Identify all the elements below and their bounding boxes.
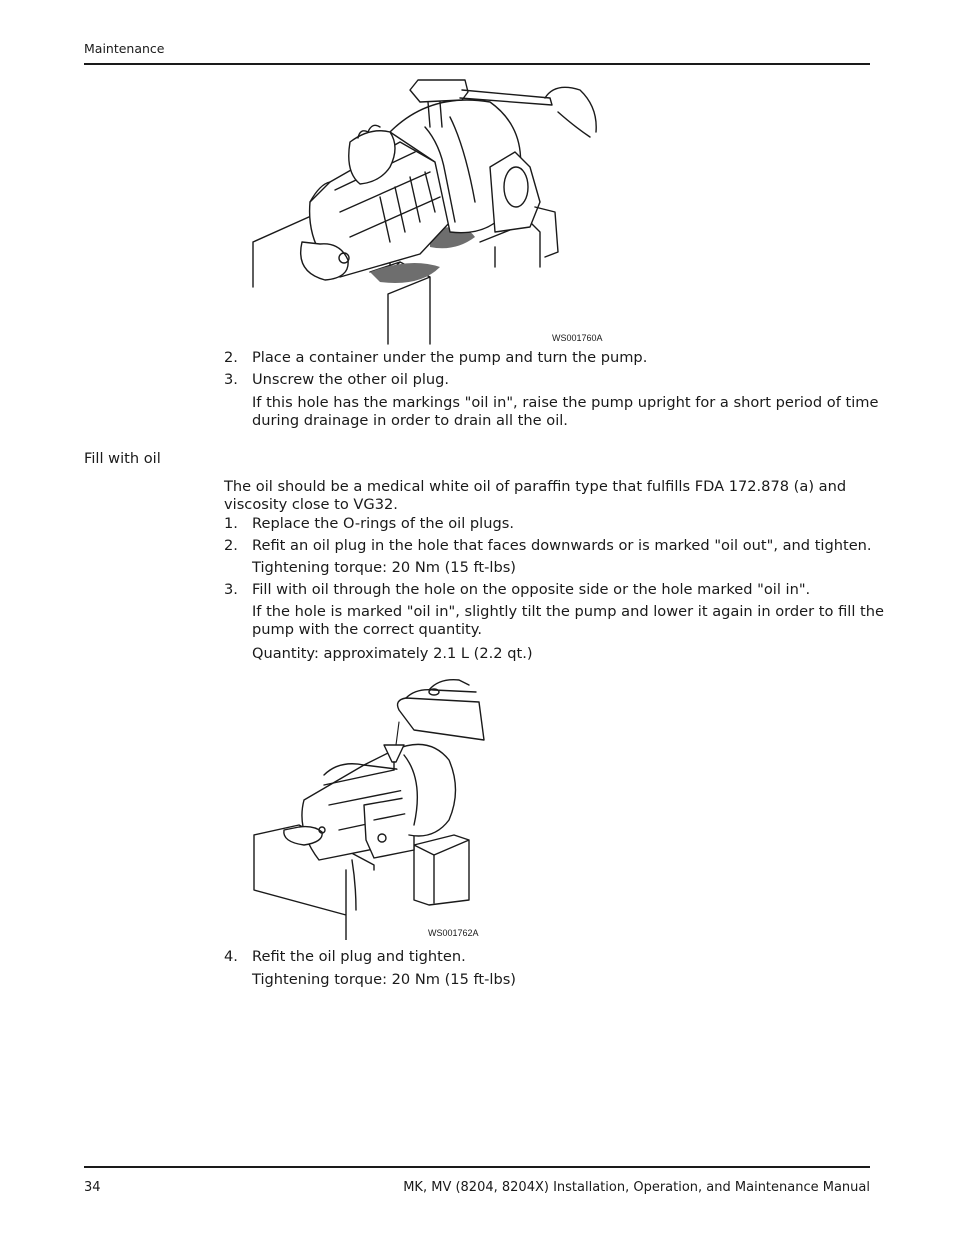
fill-note-line2: pump with the correct quantity. [252,621,482,638]
step-number: 3. [224,371,238,388]
step-number: 2. [224,349,238,366]
step-text: Place a container under the pump and turn the pump. [252,349,648,366]
step-number: 2. [224,537,238,554]
step-number: 1. [224,515,238,532]
step-number: 3. [224,581,238,598]
figure2-code: WS001762A [428,928,479,938]
step-text: Replace the O-rings of the oil plugs. [252,515,514,532]
fill-note-line1: If the hole is marked "oil in", slightly tilt the pump and lower it again in order to fill the [252,603,884,620]
header-rule [84,63,870,65]
fill-intro-line2: viscosity close to VG32. [224,496,398,513]
step-text: Refit an oil plug in the hole that faces downwards or is marked "oil out", and tighten. [252,537,872,554]
footer-rule [84,1166,870,1168]
manual-title: MK, MV (8204, 8204X) Installation, Operation, and Maintenance Manual [403,1180,870,1195]
step-number: 4. [224,948,238,965]
drain-note-line2: during drainage in order to drain all the oil. [252,412,568,429]
step4-torque-note: Tightening torque: 20 Nm (15 ft-lbs) [252,971,516,988]
figure1-code: WS001760A [552,333,603,343]
fill-intro-line1: The oil should be a medical white oil of paraffin type that fulfills FDA 172.878 (a) and [224,478,847,495]
quantity-note: Quantity: approximately 2.1 L (2.2 qt.) [252,645,533,662]
figure-fill-oil [244,670,504,940]
step-text: Refit the oil plug and tighten. [252,948,466,965]
section-heading-fill-with-oil: Fill with oil [84,450,161,467]
page-number: 34 [84,1180,101,1195]
drain-note-line1: If this hole has the markings "oil in", raise the pump upright for a short period of time [252,394,879,411]
figure-unscrew-oil-plug [240,72,630,347]
running-header: Maintenance [84,41,165,56]
step-text: Fill with oil through the hole on the opposite side or the hole marked "oil in". [252,581,811,598]
torque-note: Tightening torque: 20 Nm (15 ft-lbs) [252,559,516,576]
step-text: Unscrew the other oil plug. [252,371,450,388]
